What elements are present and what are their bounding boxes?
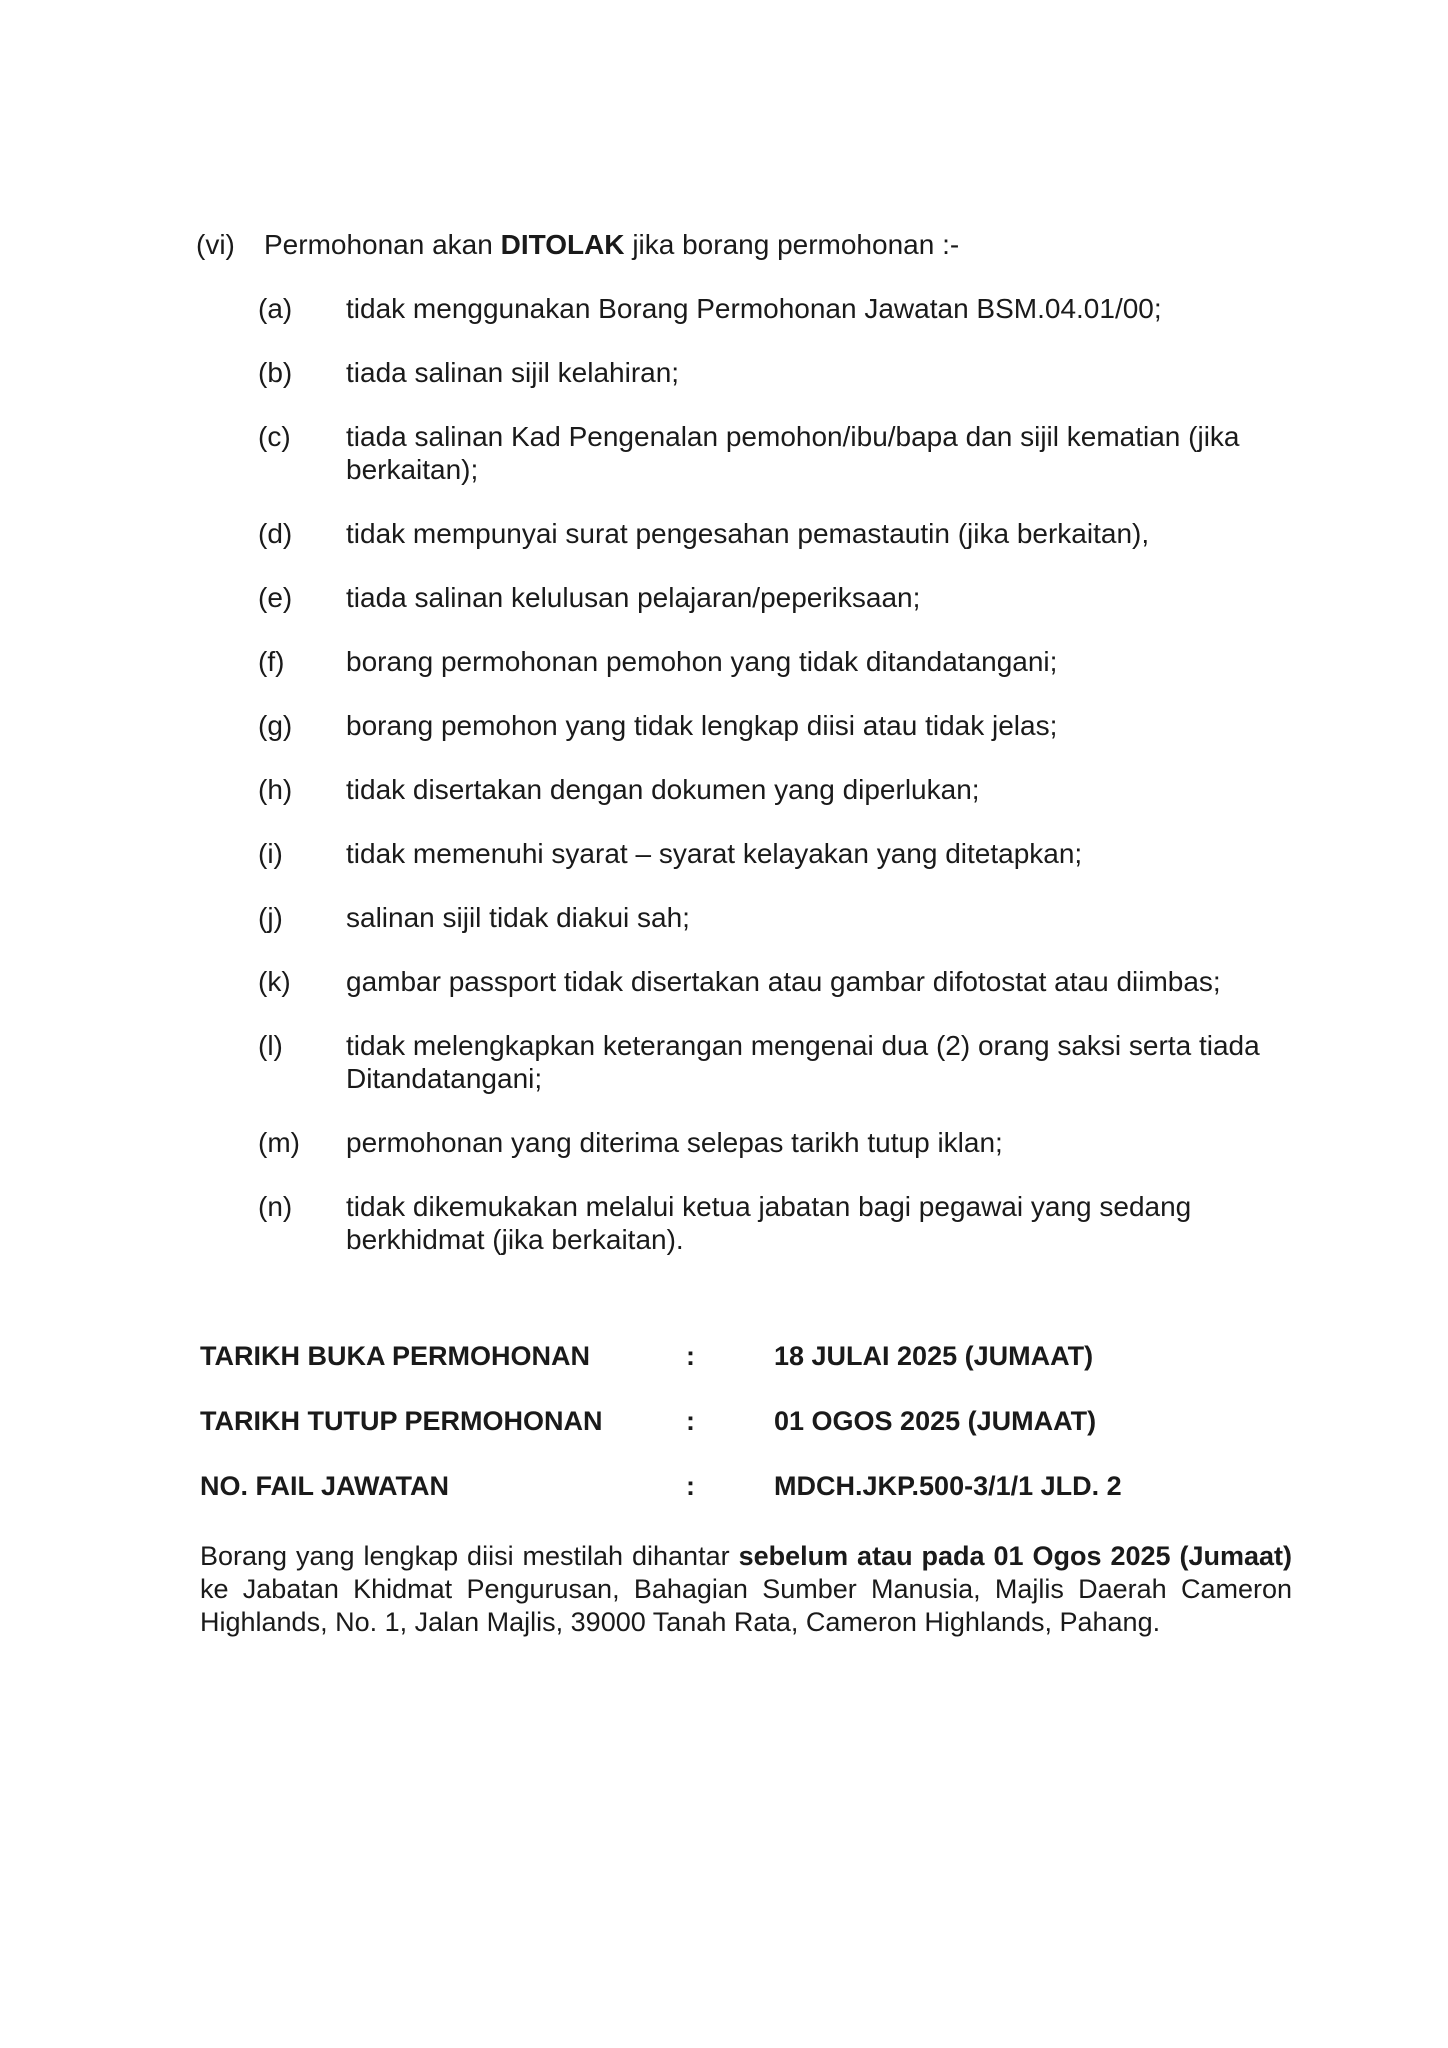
list-item-text: salinan sijil tidak diakui sah;: [346, 902, 690, 933]
list-item-text: tidak melengkapkan keterangan mengenai dua (2) orang saksi serta tiada Ditandatangani;: [346, 1030, 1260, 1094]
list-item-label: (c): [258, 421, 291, 452]
list-item-label: (m): [258, 1127, 300, 1158]
section-heading: [196, 228, 1296, 261]
list-item-label: (b): [258, 357, 293, 388]
list-item-text: tidak mempunyai surat pengesahan pemastautin (jika berkaitan),: [346, 518, 1150, 549]
list-item-text: borang permohonan pemohon yang tidak ditandatangani;: [346, 646, 1058, 677]
info-key: NO. FAIL JAWATAN: [200, 1471, 450, 1501]
list-item: [258, 837, 1298, 870]
list-item: [258, 292, 1298, 325]
list-item-label: (h): [258, 774, 293, 805]
list-item: [258, 965, 1298, 998]
section-tail: jika borang permohonan :-: [632, 229, 960, 260]
list-item: [258, 645, 1298, 678]
info-colon: :: [686, 1471, 695, 1501]
rejection-list: [258, 292, 1298, 1287]
list-item: [258, 517, 1298, 550]
list-item: [258, 581, 1298, 614]
list-item: [258, 420, 1298, 486]
list-item-text: tidak disertakan dengan dokumen yang diperlukan;: [346, 774, 980, 805]
list-item-label: (l): [258, 1030, 283, 1061]
section-emphasis: DITOLAK: [500, 229, 625, 260]
list-item: [258, 773, 1298, 806]
info-row-close-date: [200, 1405, 1300, 1438]
info-colon: :: [686, 1406, 695, 1436]
section-lead: Permohonan akan: [264, 229, 493, 260]
list-item-label: (g): [258, 710, 293, 741]
list-item-text: permohonan yang diterima selepas tarikh tutup iklan;: [346, 1127, 1003, 1158]
list-item-text: gambar passport tidak disertakan atau gambar difotostat atau diimbas;: [346, 966, 1221, 997]
list-item-text: tidak dikemukakan melalui ketua jabatan bagi pegawai yang sedang berkhidmat (jika berkaitan).: [346, 1191, 1192, 1255]
list-item-text: borang pemohon yang tidak lengkap diisi atau tidak jelas;: [346, 710, 1058, 741]
info-value: 01 OGOS 2025 (JUMAAT): [774, 1406, 1097, 1436]
list-item-label: (j): [258, 902, 283, 933]
info-row-file-number: [200, 1470, 1300, 1503]
info-value: 18 JULAI 2025 (JUMAAT): [774, 1341, 1094, 1371]
closing-paragraph: [200, 1540, 1292, 1639]
list-item-label: (a): [258, 293, 293, 324]
list-item: [258, 901, 1298, 934]
list-item-text: tidak memenuhi syarat – syarat kelayakan yang ditetapkan;: [346, 838, 1083, 869]
list-item-text: tiada salinan kelulusan pelajaran/peperiksaan;: [346, 582, 921, 613]
info-key: TARIKH TUTUP PERMOHONAN: [200, 1406, 603, 1436]
info-key: TARIKH BUKA PERMOHONAN: [200, 1341, 590, 1371]
list-item: [258, 709, 1298, 742]
list-item-text: tidak menggunakan Borang Permohonan Jawatan BSM.04.01/00;: [346, 293, 1162, 324]
list-item-label: (k): [258, 966, 291, 997]
closing-tail: ke Jabatan Khidmat Pengurusan, Bahagian Sumber Manusia, Majlis Daerah Cameron Highlands, No. 1, Jalan Majlis, 39000 Tanah Rata, Cameron Highlands, Pahang.: [200, 1574, 1292, 1637]
list-item-label: (n): [258, 1191, 293, 1222]
section-number: (vi): [196, 229, 235, 260]
info-row-open-date: [200, 1340, 1300, 1373]
info-colon: :: [686, 1341, 695, 1371]
list-item-text: tiada salinan Kad Pengenalan pemohon/ibu/bapa dan sijil kematian (jika berkaitan);: [346, 421, 1240, 485]
closing-emphasis: sebelum atau pada 01 Ogos 2025 (Jumaat): [738, 1541, 1292, 1571]
closing-lead: Borang yang lengkap diisi mestilah dihantar: [200, 1541, 730, 1571]
list-item: [258, 1190, 1298, 1256]
list-item-label: (f): [258, 646, 285, 677]
list-item-label: (i): [258, 838, 283, 869]
list-item: [258, 356, 1298, 389]
list-item-text: tiada salinan sijil kelahiran;: [346, 357, 680, 388]
list-item: [258, 1029, 1298, 1095]
list-item: [258, 1126, 1298, 1159]
info-value: MDCH.JKP.500-3/1/1 JLD. 2: [774, 1471, 1122, 1501]
application-info: [200, 1340, 1300, 1535]
list-item-label: (e): [258, 582, 293, 613]
list-item-label: (d): [258, 518, 293, 549]
